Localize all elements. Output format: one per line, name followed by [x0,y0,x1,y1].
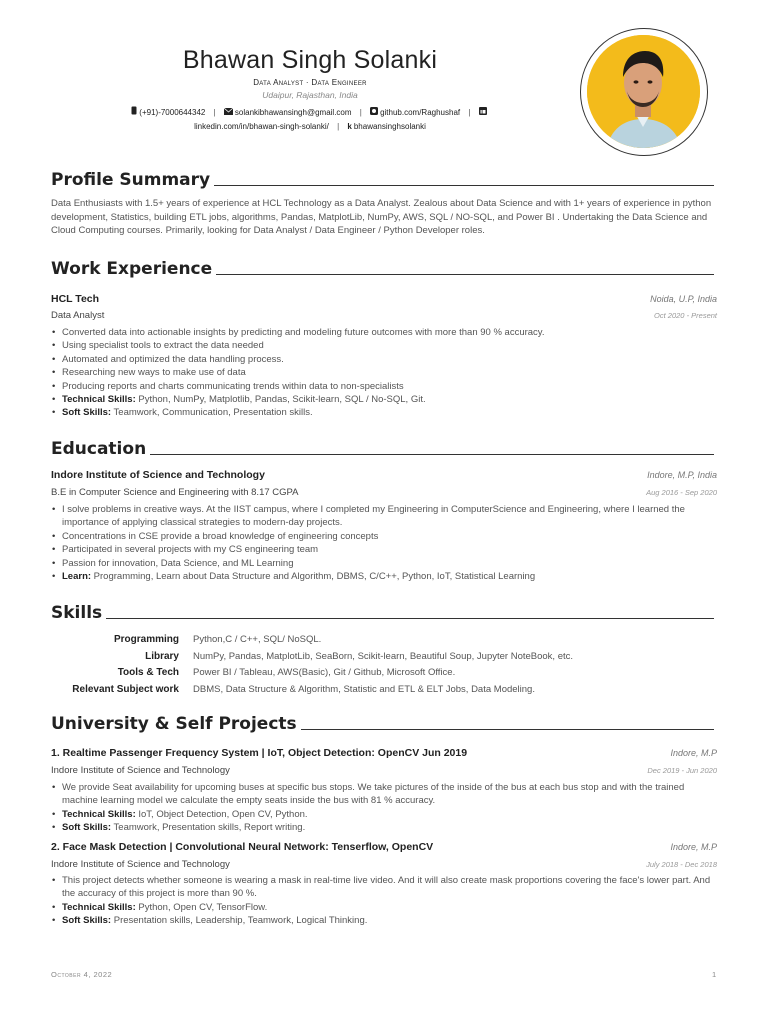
project-date: July 2018 - Dec 2018 [646,860,717,869]
candidate-position: Data Analyst · Data Engineer [253,78,367,87]
list-item [51,901,717,914]
experience-subheader [51,310,717,321]
experience-role: Data Analyst [51,310,105,321]
skill-row [51,665,573,682]
project-org: Indore Institute of Science and Technology [51,765,230,776]
kaggle-link[interactable]: bhawansinghsolanki [353,122,426,131]
learn-label: Learn: [62,571,92,583]
section-rule [214,185,714,186]
education-location: Indore, M.P, India [647,470,717,480]
section-heading: Education [51,439,147,459]
email-icon [224,106,233,120]
section-rule [301,729,714,730]
soft-skills-label: Soft Skills: [62,915,112,927]
skill-row [51,632,573,649]
tech-skills-label: Technical Skills: [62,901,136,913]
skill-label: Relevant Subject work [72,684,179,696]
email-link[interactable]: solankibhawansingh@gmail.com [234,108,352,117]
skills-table [51,632,573,699]
list-item [51,914,717,927]
list-item: • This project detects whether someone is wearing a mask in real-time live video. And it will also create mask proportions covering the face's lower part. And the accuracy of this project is more than 90 %. [51,874,717,901]
linkedin-icon [479,106,487,120]
section-title-education [51,439,714,459]
github-icon [370,106,378,120]
skill-value: Python,C / C++, SQL/ NoSQL. [193,634,322,645]
page-number: 1 [712,970,717,979]
profile-photo [587,35,700,148]
project-location: Indore, M.P [670,748,717,758]
candidate-location: Udaipur, Rajasthan, India [262,90,358,100]
section-rule [106,618,714,619]
project-header [51,747,717,759]
project-bullets [51,874,717,928]
phone-text: (+91)-7000644342 [139,108,206,117]
project-title: 1. Realtime Passenger Frequency System | IoT, Object Detection: OpenCV Jun 2019 [51,747,468,759]
section-heading: Work Experience [51,259,213,279]
kaggle-icon: k [347,122,352,131]
project-org: Indore Institute of Science and Technology [51,859,230,870]
list-item: • Passion for innovation, Data Science, and ML Learning [51,557,717,570]
skill-value: NumPy, Pandas, MatplotLib, SeaBorn, Scikit-learn, Beautiful Soup, Jupyter NoteBook, etc. [193,650,574,662]
list-item: • Converted data into actionable insights by predicting and modeling future outcomes with more than 90 % accuracy. [51,326,717,339]
soft-skills-value: Teamwork, Communication, Presentation skills. [111,407,313,419]
contact-separator: | [468,108,471,117]
section-rule [150,454,714,455]
section-title-projects [51,714,714,734]
footer-date: October 4, 2022 [51,970,113,979]
education-degree: B.E in Computer Science and Engineering with 8.17 CGPA [51,487,299,498]
list-item: • Producing reports and charts communicating trends within data to non-specialists [51,380,717,393]
section-title-skills [51,603,714,623]
soft-skills-label: Soft Skills: [62,407,112,419]
tech-skills-label: Technical Skills: [62,808,136,820]
list-item: • Participated in several projects with my CS engineering team [51,543,717,556]
experience-bullets [51,326,717,420]
tech-skills-label: Technical Skills: [62,394,136,406]
project-title: 2. Face Mask Detection | Convolutional Neural Network: Tenserflow, OpenCV [51,841,434,853]
list-item [51,808,717,821]
section-rule [216,274,714,275]
section-title-experience [51,259,714,279]
section-heading: Profile Summary [51,170,211,190]
education-subheader [51,487,717,498]
list-item: • Automated and optimized the data handling process. [51,353,717,366]
project-subheader [51,765,717,776]
project-header [51,841,717,853]
contact-separator: | [337,122,340,131]
soft-skills-value: Presentation skills, Leadership, Teamwork, Logical Thinking. [111,915,368,927]
section-heading: Skills [51,603,103,623]
soft-skills-value: Teamwork, Presentation skills, Report writing. [111,822,306,834]
list-item [51,821,717,834]
skill-row [51,682,573,699]
list-item [51,393,717,406]
list-item: • Using specialist tools to extract the data needed [51,339,717,352]
experience-header [51,293,717,305]
list-item: • I solve problems in creative ways. At the IIST campus, where I completed my Engineering in ComputerScience and Engineering, where I learned the importance of applying classical strategies to modern-day projects. [51,503,717,530]
tech-skills-value: Python, NumPy, Matplotlib, Pandas, Scikit-learn, SQL / No-SQL, Git. [135,394,426,406]
skill-label: Programming [113,634,179,645]
linkedin-link[interactable]: linkedin.com/in/bhawan-singh-solanki/ [194,122,329,131]
skill-label: Library [145,650,179,662]
experience-location: Noida, U.P, India [650,294,717,304]
section-heading: University & Self Projects [51,714,297,734]
candidate-name: Bhawan Singh Solanki [182,46,438,74]
project-subheader [51,859,717,870]
education-date: Aug 2016 - Sep 2020 [646,488,717,497]
education-org: Indore Institute of Science and Technology [51,469,265,481]
profile-photo-frame [580,28,708,156]
project-date: Dec 2019 - Jun 2020 [647,766,717,775]
github-link[interactable]: github.com/Raghushaf [380,108,461,117]
experience-date: Oct 2020 - Present [654,311,717,320]
education-header [51,469,717,481]
education-bullets [51,503,717,583]
skill-value: Power BI / Tableau, AWS(Basic), Git / Github, Microsoft Office. [193,667,456,679]
skill-value: DBMS, Data Structure & Algorithm, Statistic and ETL & ELT Jobs, Data Modeling. [193,684,535,696]
phone-icon [131,106,137,120]
list-item [51,406,717,419]
profile-summary-text: Data Enthusiasts with 1.5+ years of experience at HCL Technology as a Data Analyst. Zealous about Data Science and with 1+ years of experience in python development, Statistics, building ETL jobs, algorithms, Pandas, MatplotLib, NumPy, AWS, SQL / NO-SQL, and Power BI . Undertaking the Data Science and Cloud Computing courses. Primarily, looking for Data Analyst / Data Engineer / Python Developer roles. [51,198,712,236]
tech-skills-value: IoT, Object Detection, Open CV, Python. [135,808,308,820]
project-bullets [51,781,717,835]
tech-skills-value: Python, Open CV, TensorFlow. [135,901,268,913]
learn-value: Programming, Learn about Data Structure and Algorithm, DBMS, C/C++, Python, IoT, Statistical Learning [91,571,536,583]
soft-skills-label: Soft Skills: [62,822,112,834]
section-title-profile [51,170,714,190]
contact-separator: | [213,108,216,117]
contact-separator: | [359,108,362,117]
skill-row [51,649,573,666]
project-location: Indore, M.P [670,842,717,852]
experience-org: HCL Tech [51,293,100,305]
contact-info [120,106,500,134]
list-item [51,570,717,583]
list-item: • Researching new ways to make use of data [51,366,717,379]
list-item: • Concentrations in CSE provide a broad knowledge of engineering concepts [51,530,717,543]
resume-header [120,44,500,134]
skill-label: Tools & Tech [117,667,179,679]
list-item: • We provide Seat availability for upcoming buses at specific bus stops. We take pictures of the inside of the bus at each bus stop and with the trained machine learning model we calculate the empty seats inside the bus with 81 % accuracy. [51,781,717,808]
